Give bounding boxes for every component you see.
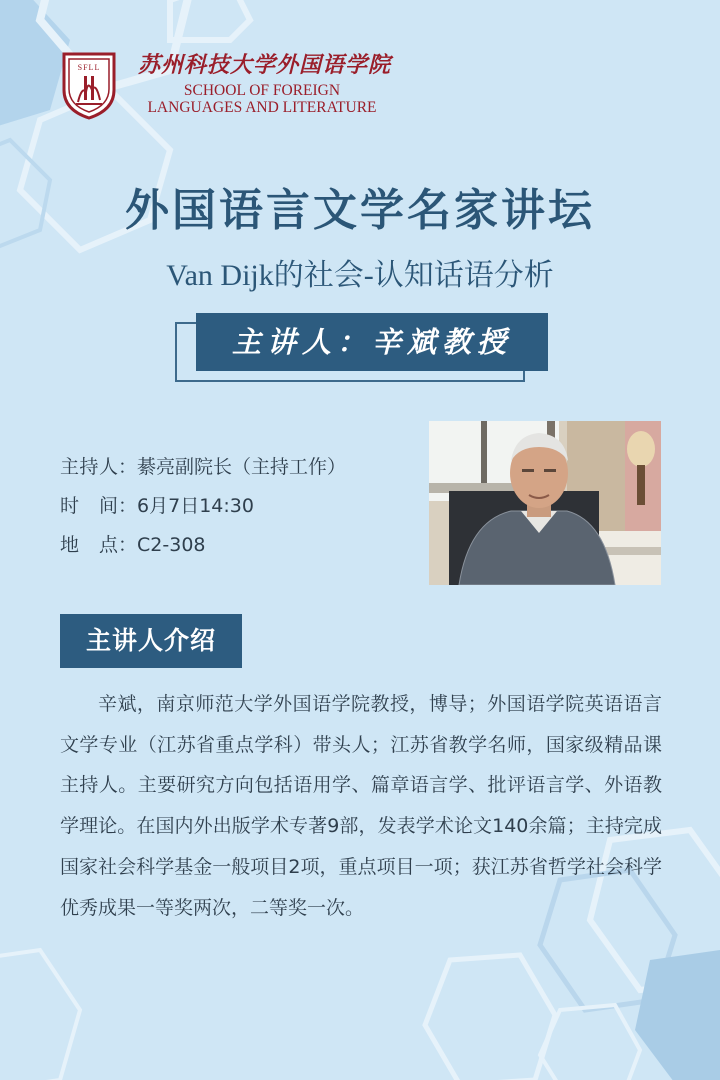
colon: ： <box>118 495 138 517</box>
school-name-cn: 苏州科技大学外国语学院 <box>138 52 392 78</box>
svg-text:SFLL: SFLL <box>77 63 101 72</box>
time-line <box>60 491 346 530</box>
school-logo <box>60 46 400 126</box>
school-seal-icon <box>60 50 118 120</box>
school-name-en <box>132 82 392 116</box>
colon: ： <box>118 534 138 556</box>
lecture-series-title: 外国语言文学名家讲坛 <box>125 185 595 236</box>
lecture-topic: Van Dijk的社会-认知话语分析 <box>166 259 554 292</box>
speaker-photo <box>429 421 661 585</box>
place-label: 地点 <box>60 534 118 556</box>
time-label: 时间 <box>60 495 118 517</box>
host-value: 綦亮副院长（主持工作） <box>137 456 347 478</box>
school-name-en-line1: SCHOOL OF FOREIGN <box>183 82 341 99</box>
place-line <box>60 530 346 569</box>
host-label: 主持人 <box>60 456 118 478</box>
place-value: C2-308 <box>137 534 206 556</box>
colon: ： <box>118 456 138 478</box>
school-name-en-line2: LANGUAGES AND LITERATURE <box>147 99 377 116</box>
event-info <box>60 452 346 569</box>
speaker-banner: 主讲人：辛斌教授 <box>196 313 548 371</box>
speaker-bio: 辛斌，南京师范大学外国语学院教授，博导；外国语学院英语语言文学专业（江苏省重点学科）带头人；江苏省教学名师，国家级精品课主持人。主要研究方向包括语用学、篇章语言学、批评语言学、外语教学理论。在国内外出版学术专著9部，发表学术论文140余篇；主持完成国家社会科学基金一般项目2项，重点项目一项；获江苏省哲学社会科学优秀成果一等奖两次，二等奖一次。 <box>60 693 662 919</box>
host-line <box>60 452 346 491</box>
speaker-intro-heading: 主讲人介绍 <box>60 614 242 668</box>
time-value: 6月7日14:30 <box>137 495 254 517</box>
